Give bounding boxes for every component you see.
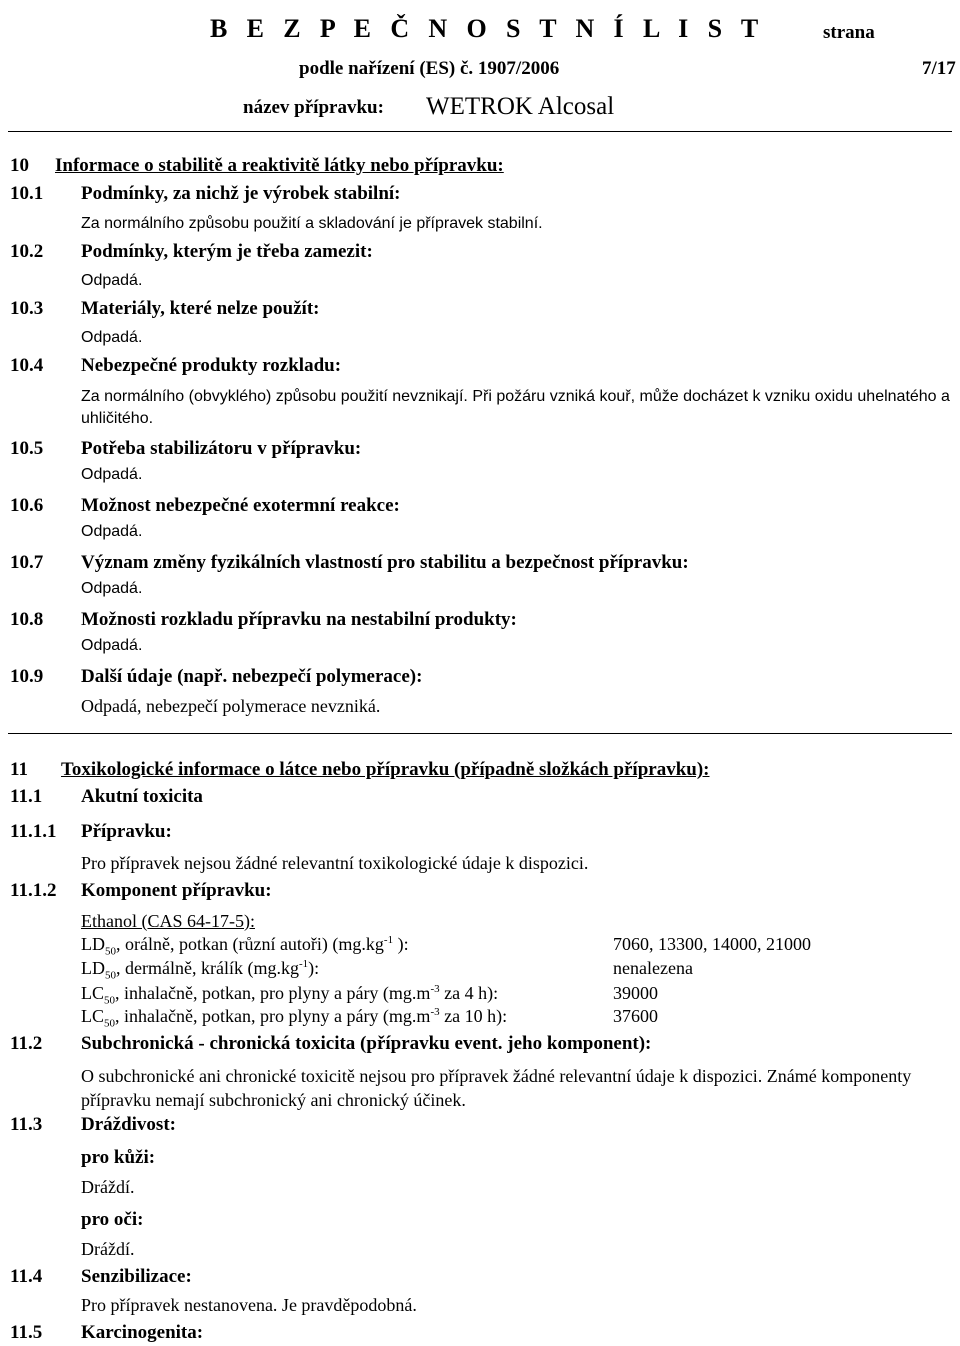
skin-label: pro kůži: bbox=[81, 1147, 156, 1168]
tox-text: , inhalačně, potkan, pro plyny a páry (mg.m bbox=[115, 983, 431, 1003]
toxicity-value: 7060, 13300, 14000, 21000 bbox=[613, 934, 811, 954]
item-title: Dráždivost: bbox=[81, 1114, 176, 1135]
item-number: 11.1 bbox=[10, 786, 43, 807]
item-text: Odpadá. bbox=[81, 523, 143, 540]
tox-suffix: za 10 h): bbox=[439, 1006, 508, 1026]
regulation: podle nařízení (ES) č. 1907/2006 bbox=[299, 58, 560, 79]
toxicity-value: 37600 bbox=[613, 1006, 658, 1026]
item-text: Pro přípravek nejsou žádné relevantní toxikologické údaje k dispozici. bbox=[81, 853, 589, 873]
item-title: Další údaje (např. nebezpečí polymerace): bbox=[81, 666, 423, 687]
document-title: B E Z P E Č N O S T N Í L I S T bbox=[210, 14, 765, 43]
item-number: 11.1.1 bbox=[10, 821, 57, 842]
item-number: 10.2 bbox=[10, 241, 44, 262]
item-number: 10.3 bbox=[10, 298, 44, 319]
item-number: 11.5 bbox=[10, 1322, 43, 1343]
toxicity-row bbox=[81, 983, 499, 1007]
tox-sup: -3 bbox=[430, 1006, 440, 1018]
tox-suffix: za 4 h): bbox=[439, 983, 499, 1003]
section-11-number: 11 bbox=[10, 759, 28, 780]
section-10-title: Informace o stabilitě a reaktivitě látky nebo přípravku: bbox=[55, 155, 504, 176]
item-title: Podmínky, kterým je třeba zamezit: bbox=[81, 241, 373, 262]
item-title: Komponent přípravku: bbox=[81, 880, 272, 901]
item-number: 10.6 bbox=[10, 495, 44, 516]
item-title: Potřeba stabilizátoru v přípravku: bbox=[81, 438, 362, 459]
tox-text: , orálně, potkan (různí autoři) (mg.kg bbox=[116, 934, 384, 954]
tox-sub: 50 bbox=[105, 945, 116, 958]
page-number: 7/17 bbox=[922, 58, 956, 79]
section-10-number: 10 bbox=[10, 155, 29, 176]
toxicity-row bbox=[81, 934, 409, 958]
component-name: Ethanol (CAS 64-17-5): bbox=[81, 911, 255, 931]
item-number: 11.4 bbox=[10, 1266, 43, 1287]
item-title: Význam změny fyzikálních vlastností pro stabilitu a bezpečnost přípravku: bbox=[81, 552, 689, 573]
item-title: Přípravku: bbox=[81, 821, 172, 842]
item-number: 10.7 bbox=[10, 552, 44, 573]
item-number: 10.9 bbox=[10, 666, 44, 687]
item-number: 11.2 bbox=[10, 1033, 43, 1054]
item-number: 10.1 bbox=[10, 183, 44, 204]
tox-prefix: LD bbox=[81, 934, 105, 954]
item-text: O subchronické ani chronické toxicitě nejsou pro přípravek žádné relevantní údaje k dispozici. Známé komponenty přípravku nemají subchronický ani chronický účinek. bbox=[81, 1066, 912, 1110]
item-text: Odpadá, nebezpečí polymerace nevzniká. bbox=[81, 696, 381, 716]
skin-text: Dráždí. bbox=[81, 1177, 135, 1197]
tox-prefix: LD bbox=[81, 958, 105, 978]
tox-text: , dermálně, králík (mg.kg bbox=[116, 958, 299, 978]
tox-sup: -3 bbox=[430, 983, 440, 995]
section-divider bbox=[8, 733, 952, 734]
item-title: Subchronická - chronická toxicita (přípravku event. jeho komponent): bbox=[81, 1033, 652, 1054]
item-title: Možnost nebezpečné exotermní reakce: bbox=[81, 495, 400, 516]
tox-text: , inhalačně, potkan, pro plyny a páry (mg.m bbox=[115, 1006, 431, 1026]
section-11-title: Toxikologické informace o látce nebo přípravku (případně složkách přípravku): bbox=[61, 759, 710, 780]
tox-suffix: ): bbox=[308, 958, 320, 978]
item-text: Odpadá. bbox=[81, 580, 143, 597]
item-number: 11.1.2 bbox=[10, 880, 57, 901]
item-text: Za normálního (obvyklého) způsobu použití nevznikají. Při požáru vzniká kouř, může docházet k vzniku oxidu uhelnatého a uhličitého. bbox=[81, 388, 950, 427]
tox-prefix: LC bbox=[81, 1006, 105, 1026]
item-title: Nebezpečné produkty rozkladu: bbox=[81, 355, 342, 376]
eye-text: Dráždí. bbox=[81, 1239, 135, 1259]
item-title: Materiály, které nelze použít: bbox=[81, 298, 320, 319]
tox-sub: 50 bbox=[104, 1017, 116, 1030]
item-number: 10.8 bbox=[10, 609, 44, 630]
item-number: 10.4 bbox=[10, 355, 44, 376]
tox-suffix: ): bbox=[397, 934, 409, 954]
toxicity-value: nenalezena bbox=[613, 958, 693, 978]
tox-prefix: LC bbox=[81, 983, 105, 1003]
header-divider bbox=[8, 131, 952, 132]
tox-sub: 50 bbox=[104, 994, 116, 1007]
product-name: WETROK Alcosal bbox=[426, 93, 615, 120]
item-number: 11.3 bbox=[10, 1114, 43, 1135]
item-title: Podmínky, za nichž je výrobek stabilní: bbox=[81, 183, 401, 204]
item-text: Odpadá. bbox=[81, 329, 143, 346]
toxicity-row bbox=[81, 958, 320, 982]
item-text: Odpadá. bbox=[81, 272, 143, 289]
toxicity-row bbox=[81, 1006, 508, 1030]
item-text: Za normálního způsobu použití a skladování je přípravek stabilní. bbox=[81, 215, 543, 232]
product-label: název přípravku: bbox=[243, 97, 384, 118]
item-number: 10.5 bbox=[10, 438, 44, 459]
item-title: Možnosti rozkladu přípravku na nestabilní produkty: bbox=[81, 609, 517, 630]
item-title: Senzibilizace: bbox=[81, 1266, 192, 1287]
tox-sub: 50 bbox=[105, 969, 116, 982]
tox-sup: -1 bbox=[298, 958, 309, 970]
item-title: Akutní toxicita bbox=[81, 786, 203, 807]
tox-sup: -1 bbox=[383, 934, 394, 946]
item-title: Karcinogenita: bbox=[81, 1322, 204, 1343]
page-label: strana bbox=[823, 22, 875, 43]
toxicity-value: 39000 bbox=[613, 983, 658, 1003]
item-text: Pro přípravek nestanovena. Je pravděpodobná. bbox=[81, 1295, 417, 1315]
item-text: Odpadá. bbox=[81, 466, 143, 483]
eye-label: pro oči: bbox=[81, 1209, 144, 1230]
item-text: Odpadá. bbox=[81, 637, 143, 654]
